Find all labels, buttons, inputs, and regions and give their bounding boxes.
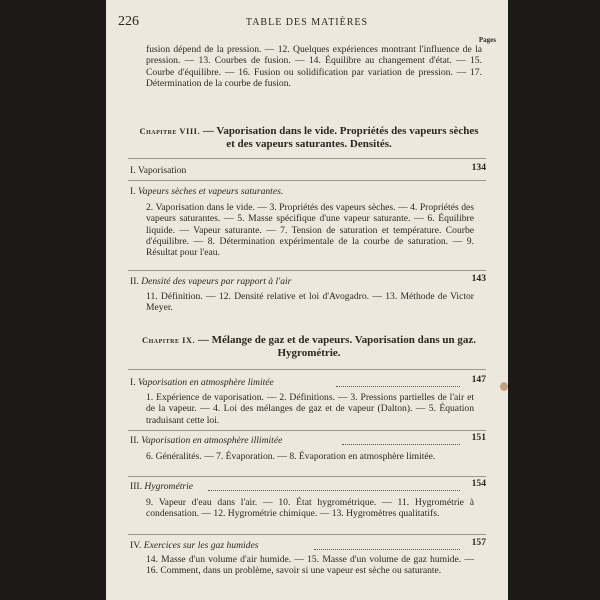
section-body: 1. Expérience de vaporisation. — 2. Définitions. — 3. Pressions partielles de l'air et de la vapeur. — 4. Loi des mélanges de gaz et de vapeur (Dalton). — 5. Équation traduisant cette loi. xyxy=(146,392,474,426)
section-title: III. Hygrométrie xyxy=(130,481,194,492)
dot-leader xyxy=(208,481,460,491)
toc-section xyxy=(128,478,486,520)
chapter-9-label: Chapitre IX. xyxy=(142,335,196,345)
section-title: II. Vaporisation en atmosphère illimitée xyxy=(130,435,283,446)
divider xyxy=(128,430,486,431)
toc-section xyxy=(128,162,486,177)
pages-column-label: Pages xyxy=(478,36,496,44)
dot-leader xyxy=(336,377,460,387)
chapter-8-label: Chapitre VIII. xyxy=(139,126,201,136)
dot-leader xyxy=(314,540,460,550)
paper-stain xyxy=(500,382,508,391)
section-title: II. Densité des vapeurs par rapport à l'air xyxy=(130,276,292,287)
toc-section xyxy=(128,186,486,258)
toc-section xyxy=(128,432,486,462)
section-page-number: 154 xyxy=(471,478,486,489)
section-page-number: 147 xyxy=(471,374,486,385)
section-title: I. Vapeurs sèches et vapeurs saturantes. xyxy=(130,186,284,197)
section-page-number: 134 xyxy=(471,162,486,173)
section-body: 11. Définition. — 12. Densité relative et loi d'Avogadro. — 13. Méthode de Victor Meyer. xyxy=(146,291,474,314)
section-body: 14. Masse d'un volume d'air humide. — 15. Masse d'un volume de gaz humide. — 16. Comment, dans un problème, savoir si une vapeur est sèche ou saturante. xyxy=(146,554,474,577)
chapter-9-title: — Mélange de gaz et de vapeurs. Vaporisation dans un gaz. Hygrométrie. xyxy=(197,334,476,359)
continuation-text: fusion dépend de la pression. — 12. Quelques expériences montrant l'influence de la pression. — 13. Courbes de fusion. — 14. Équilibre au changement d'état. — 15. Courbe d'équilibre. — 16. Fusion ou solidification par variation de pression. — 17. Détermination de la courbe de fusion. xyxy=(146,44,482,89)
running-title: TABLE DES MATIÈRES xyxy=(245,17,369,28)
section-body: 2. Vaporisation dans le vide. — 3. Propriétés des vapeurs sèches. — 4. Propriétés des vapeurs saturantes. — 5. Masse spécifique d'une vapeur saturante. — 6. Équilibre liquide. — Vapeur saturante. — 7. Tension de saturation et température. Courbe d'équilibre. — 8. Détermination expérimentale de la courbe de saturation. — 9. Résultat pour l'eau. xyxy=(146,202,474,259)
dot-leader xyxy=(342,435,460,445)
section-page-number: 143 xyxy=(471,273,486,284)
section-title: I. Vaporisation en atmosphère limitée xyxy=(130,377,274,388)
toc-section xyxy=(128,537,486,577)
divider xyxy=(128,180,486,181)
section-page-number: 151 xyxy=(471,432,486,443)
chapter-8-heading xyxy=(134,125,484,151)
section-title: I. Vaporisation xyxy=(130,165,187,176)
toc-section xyxy=(128,273,486,314)
divider xyxy=(128,369,486,370)
divider xyxy=(128,158,486,159)
section-body: 6. Généralités. — 7. Évaporation. — 8. Évaporation en atmosphère limitée. xyxy=(146,451,436,462)
chapter-9-heading xyxy=(134,334,484,360)
divider xyxy=(128,476,486,477)
section-page-number: 157 xyxy=(471,537,486,548)
section-title: IV. Exercices sur les gaz humides xyxy=(130,540,259,551)
divider xyxy=(128,270,486,271)
page-header xyxy=(118,14,496,30)
page-number: 226 xyxy=(118,14,139,29)
section-body: 9. Vapeur d'eau dans l'air. — 10. État hygrométrique. — 11. Hygrométrie à condensation. — 12. Hygrométrie chimique. — 13. Hygromètres qualitatifs. xyxy=(146,497,474,520)
toc-section xyxy=(128,374,486,426)
book-page xyxy=(106,0,508,600)
chapter-8-title: — Vaporisation dans le vide. Propriétés des vapeurs sèches et des vapeurs saturantes. Densités. xyxy=(202,125,479,150)
divider xyxy=(128,534,486,535)
